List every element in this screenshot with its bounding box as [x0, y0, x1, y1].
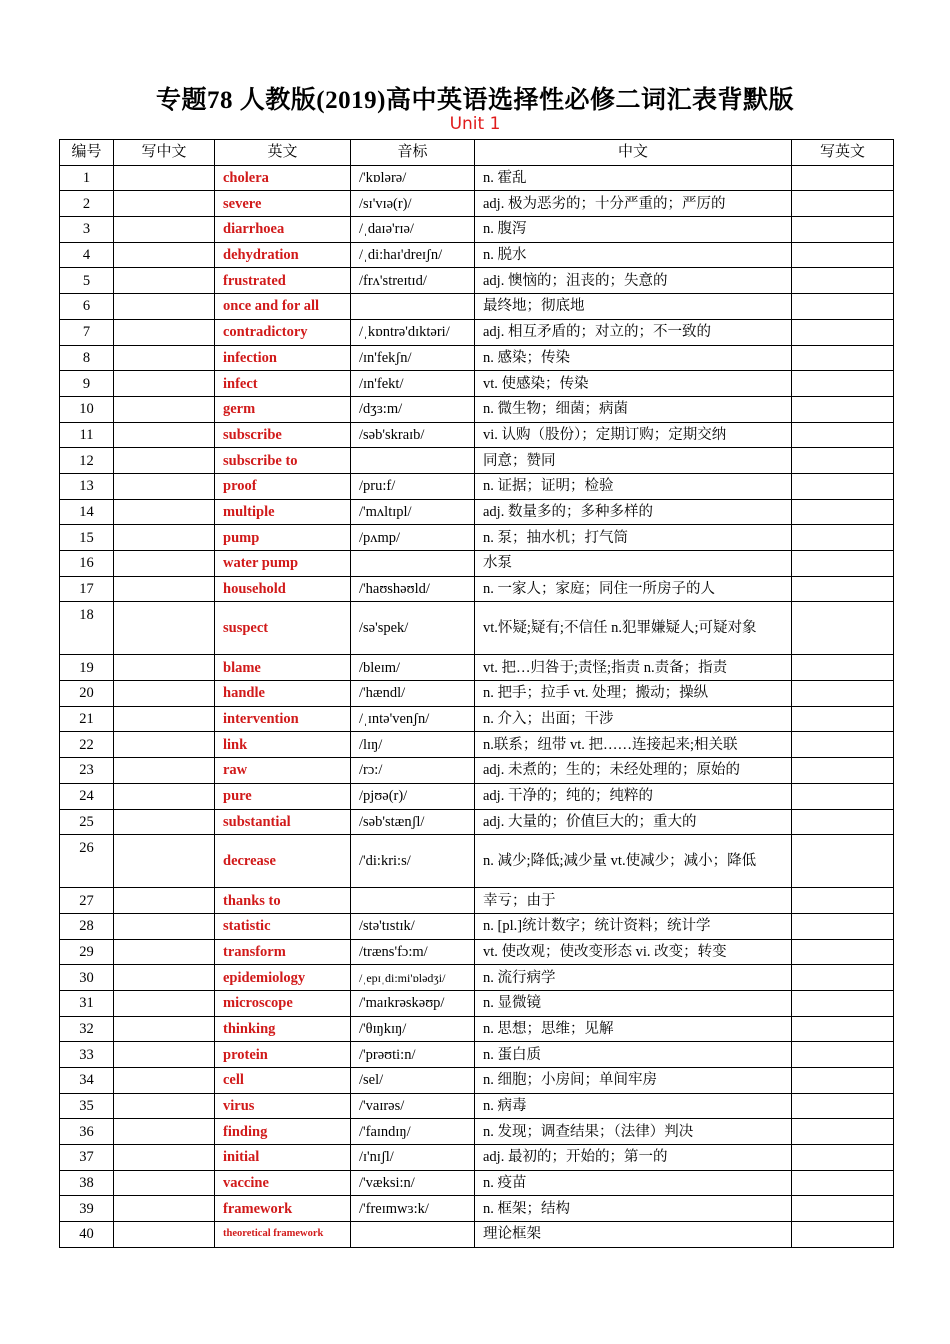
table-header-row [60, 140, 894, 166]
header-english: 英文 [215, 140, 351, 166]
write-chinese-blank [114, 1119, 215, 1145]
phonetic: /'mʌltɪpl/ [351, 499, 475, 525]
chinese-meaning: adj. 未煮的；生的；未经处理的；原始的 [475, 758, 792, 784]
table-row [60, 783, 894, 809]
phonetic: /'vaɪrəs/ [351, 1093, 475, 1119]
english-word: contradictory [215, 319, 351, 345]
english-word: initial [215, 1145, 351, 1171]
write-english-blank [792, 655, 894, 681]
write-chinese-blank [114, 732, 215, 758]
word-number: 16 [60, 551, 114, 577]
word-number: 28 [60, 913, 114, 939]
write-english-blank [792, 422, 894, 448]
chinese-meaning: adj. 极为恶劣的；十分严重的；严厉的 [475, 191, 792, 217]
write-english-blank [792, 1145, 894, 1171]
write-english-blank [792, 1016, 894, 1042]
chinese-meaning: 幸亏；由于 [475, 888, 792, 914]
phonetic: /'faɪndɪŋ/ [351, 1119, 475, 1145]
word-number: 36 [60, 1119, 114, 1145]
phonetic: /stə'tɪstɪk/ [351, 913, 475, 939]
chinese-meaning: n. 腹泻 [475, 217, 792, 243]
english-word: household [215, 576, 351, 602]
write-english-blank [792, 319, 894, 345]
chinese-meaning: n. 感染；传染 [475, 345, 792, 371]
write-english-blank [792, 888, 894, 914]
phonetic: /sə'spek/ [351, 602, 475, 655]
word-number: 12 [60, 448, 114, 474]
chinese-meaning: n. 发现；调查结果；（法律）判决 [475, 1119, 792, 1145]
english-word: decrease [215, 835, 351, 888]
write-english-blank [792, 525, 894, 551]
write-chinese-blank [114, 783, 215, 809]
word-number: 8 [60, 345, 114, 371]
word-number: 9 [60, 371, 114, 397]
english-word: water pump [215, 551, 351, 577]
word-number: 38 [60, 1170, 114, 1196]
chinese-meaning: adj. 大量的；价值巨大的；重大的 [475, 809, 792, 835]
english-word: virus [215, 1093, 351, 1119]
word-number: 18 [60, 602, 114, 655]
chinese-meaning: n. 病毒 [475, 1093, 792, 1119]
write-chinese-blank [114, 1016, 215, 1042]
word-number: 6 [60, 294, 114, 320]
phonetic [351, 888, 475, 914]
table-row [60, 499, 894, 525]
write-english-blank [792, 1222, 894, 1248]
chinese-meaning: n. 把手；拉手 vt. 处理；搬动；操纵 [475, 681, 792, 707]
phonetic: /bleɪm/ [351, 655, 475, 681]
table-row [60, 809, 894, 835]
phonetic [351, 294, 475, 320]
chinese-meaning: adj. 最初的；开始的；第一的 [475, 1145, 792, 1171]
table-row [60, 422, 894, 448]
chinese-meaning: n.联系；纽带 vt. 把……连接起来;相关联 [475, 732, 792, 758]
write-chinese-blank [114, 576, 215, 602]
table-row [60, 758, 894, 784]
english-word: cholera [215, 165, 351, 191]
chinese-meaning: vt. 把…归咎于;责怪;指责 n.责备；指责 [475, 655, 792, 681]
write-chinese-blank [114, 965, 215, 991]
word-number: 30 [60, 965, 114, 991]
word-number: 14 [60, 499, 114, 525]
write-chinese-blank [114, 473, 215, 499]
write-english-blank [792, 473, 894, 499]
english-word: proof [215, 473, 351, 499]
chinese-meaning: n. 霍乱 [475, 165, 792, 191]
chinese-meaning: n. 蛋白质 [475, 1042, 792, 1068]
write-english-blank [792, 681, 894, 707]
write-chinese-blank [114, 319, 215, 345]
word-number: 29 [60, 939, 114, 965]
english-word: frustrated [215, 268, 351, 294]
phonetic: /'haʊshəʊld/ [351, 576, 475, 602]
word-number: 21 [60, 706, 114, 732]
english-word: microscope [215, 990, 351, 1016]
write-english-blank [792, 217, 894, 243]
phonetic: /ˌepɪˌdi:mi'ɒlədʒi/ [351, 965, 475, 991]
word-number: 10 [60, 396, 114, 422]
english-word: protein [215, 1042, 351, 1068]
table-row [60, 345, 894, 371]
write-chinese-blank [114, 1042, 215, 1068]
chinese-meaning: adj. 相互矛盾的；对立的；不一致的 [475, 319, 792, 345]
phonetic: /'maɪkrəskəʊp/ [351, 990, 475, 1016]
table-row [60, 525, 894, 551]
english-word: subscribe to [215, 448, 351, 474]
chinese-meaning: n. 微生物；细菌；病菌 [475, 396, 792, 422]
phonetic: /səb'skraɪb/ [351, 422, 475, 448]
chinese-meaning: n. 一家人；家庭；同住一所房子的人 [475, 576, 792, 602]
write-english-blank [792, 551, 894, 577]
english-word: multiple [215, 499, 351, 525]
word-number: 1 [60, 165, 114, 191]
unit-title: Unit 1 [449, 114, 501, 134]
write-chinese-blank [114, 835, 215, 888]
table-body [60, 165, 894, 1247]
chinese-meaning: n. 思想；思维；见解 [475, 1016, 792, 1042]
chinese-meaning: n. 脱水 [475, 242, 792, 268]
write-chinese-blank [114, 1170, 215, 1196]
table-row [60, 1145, 894, 1171]
table-row [60, 551, 894, 577]
write-chinese-blank [114, 1093, 215, 1119]
chinese-meaning: adj. 数量多的；多种多样的 [475, 499, 792, 525]
word-number: 7 [60, 319, 114, 345]
table-row [60, 473, 894, 499]
word-number: 33 [60, 1042, 114, 1068]
write-english-blank [792, 345, 894, 371]
english-word: infect [215, 371, 351, 397]
english-word: subscribe [215, 422, 351, 448]
chinese-meaning: n. 流行病学 [475, 965, 792, 991]
write-chinese-blank [114, 551, 215, 577]
write-english-blank [792, 448, 894, 474]
write-english-blank [792, 1042, 894, 1068]
write-chinese-blank [114, 499, 215, 525]
english-word: pure [215, 783, 351, 809]
phonetic: /'prəʊti:n/ [351, 1042, 475, 1068]
table-row [60, 217, 894, 243]
phonetic: /səb'stænʃl/ [351, 809, 475, 835]
write-english-blank [792, 758, 894, 784]
write-english-blank [792, 1119, 894, 1145]
chinese-meaning: adj. 干净的；纯的；纯粹的 [475, 783, 792, 809]
english-word: suspect [215, 602, 351, 655]
write-english-blank [792, 732, 894, 758]
phonetic: /'di:kri:s/ [351, 835, 475, 888]
table-row [60, 732, 894, 758]
english-word: germ [215, 396, 351, 422]
write-chinese-blank [114, 1068, 215, 1094]
write-english-blank [792, 939, 894, 965]
phonetic: /pru:f/ [351, 473, 475, 499]
write-english-blank [792, 783, 894, 809]
word-number: 26 [60, 835, 114, 888]
phonetic: /sel/ [351, 1068, 475, 1094]
header-chinese: 中文 [475, 140, 792, 166]
word-number: 4 [60, 242, 114, 268]
word-number: 23 [60, 758, 114, 784]
chinese-meaning: vt.怀疑;疑有;不信任 n.犯罪嫌疑人;可疑对象 [475, 602, 792, 655]
write-english-blank [792, 1068, 894, 1094]
header-write-chinese: 写中文 [114, 140, 215, 166]
english-word: link [215, 732, 351, 758]
chinese-meaning: vt. 使改观；使改变形态 vi. 改变；转变 [475, 939, 792, 965]
write-chinese-blank [114, 422, 215, 448]
write-chinese-blank [114, 655, 215, 681]
chinese-meaning: n. 泵；抽水机；打气筒 [475, 525, 792, 551]
table-row [60, 835, 894, 888]
write-english-blank [792, 913, 894, 939]
table-row [60, 681, 894, 707]
write-english-blank [792, 809, 894, 835]
write-english-blank [792, 1170, 894, 1196]
table-row [60, 602, 894, 655]
phonetic: /'hændl/ [351, 681, 475, 707]
write-english-blank [792, 706, 894, 732]
english-word: handle [215, 681, 351, 707]
english-word: transform [215, 939, 351, 965]
english-word: raw [215, 758, 351, 784]
write-chinese-blank [114, 448, 215, 474]
write-english-blank [792, 835, 894, 888]
word-number: 39 [60, 1196, 114, 1222]
phonetic: /ˌkɒntrə'dɪktəri/ [351, 319, 475, 345]
word-number: 35 [60, 1093, 114, 1119]
write-chinese-blank [114, 242, 215, 268]
table-row [60, 1119, 894, 1145]
phonetic: /ˌdi:haɪ'dreɪʃn/ [351, 242, 475, 268]
table-row [60, 396, 894, 422]
phonetic: /rɔ:/ [351, 758, 475, 784]
word-number: 13 [60, 473, 114, 499]
write-chinese-blank [114, 371, 215, 397]
write-english-blank [792, 602, 894, 655]
phonetic: /træns'fɔ:m/ [351, 939, 475, 965]
write-chinese-blank [114, 681, 215, 707]
word-number: 15 [60, 525, 114, 551]
write-english-blank [792, 396, 894, 422]
write-chinese-blank [114, 396, 215, 422]
header-write-english: 写英文 [792, 140, 894, 166]
chinese-meaning: 同意；赞同 [475, 448, 792, 474]
write-chinese-blank [114, 345, 215, 371]
table-row [60, 913, 894, 939]
word-number: 17 [60, 576, 114, 602]
write-chinese-blank [114, 1196, 215, 1222]
english-word: pump [215, 525, 351, 551]
header-phonetic: 音标 [351, 140, 475, 166]
chinese-meaning: n. 细胞；小房间；单间牢房 [475, 1068, 792, 1094]
write-chinese-blank [114, 990, 215, 1016]
word-number: 11 [60, 422, 114, 448]
write-english-blank [792, 371, 894, 397]
english-word: theoretical framework [215, 1222, 351, 1248]
vocabulary-table [59, 139, 894, 1248]
english-word: epidemiology [215, 965, 351, 991]
table-row [60, 294, 894, 320]
table-row [60, 448, 894, 474]
english-word: infection [215, 345, 351, 371]
word-number: 20 [60, 681, 114, 707]
phonetic: /'freɪmwɜ:k/ [351, 1196, 475, 1222]
english-word: vaccine [215, 1170, 351, 1196]
word-number: 25 [60, 809, 114, 835]
word-number: 40 [60, 1222, 114, 1248]
write-english-blank [792, 1196, 894, 1222]
phonetic: /ɪ'nɪʃl/ [351, 1145, 475, 1171]
word-number: 27 [60, 888, 114, 914]
write-english-blank [792, 965, 894, 991]
chinese-meaning: n. 减少;降低;减少量 vt.使减少；减小；降低 [475, 835, 792, 888]
phonetic: /ɪn'fekʃn/ [351, 345, 475, 371]
word-number: 3 [60, 217, 114, 243]
table-row [60, 706, 894, 732]
write-english-blank [792, 576, 894, 602]
table-row [60, 319, 894, 345]
write-chinese-blank [114, 525, 215, 551]
english-word: framework [215, 1196, 351, 1222]
english-word: finding [215, 1119, 351, 1145]
write-chinese-blank [114, 1145, 215, 1171]
write-english-blank [792, 191, 894, 217]
english-word: diarrhoea [215, 217, 351, 243]
chinese-meaning: n. 介入；出面；干涉 [475, 706, 792, 732]
write-chinese-blank [114, 268, 215, 294]
english-word: severe [215, 191, 351, 217]
page-title: 专题78 人教版(2019)高中英语选择性必修二词汇表背默版 [156, 87, 794, 114]
write-english-blank [792, 268, 894, 294]
table-row [60, 888, 894, 914]
write-chinese-blank [114, 888, 215, 914]
write-english-blank [792, 294, 894, 320]
table-row [60, 965, 894, 991]
write-chinese-blank [114, 602, 215, 655]
table-row [60, 1068, 894, 1094]
table-row [60, 242, 894, 268]
phonetic [351, 551, 475, 577]
chinese-meaning: n. [pl.]统计数字；统计资料；统计学 [475, 913, 792, 939]
phonetic: /pʌmp/ [351, 525, 475, 551]
chinese-meaning: n. 框架；结构 [475, 1196, 792, 1222]
write-chinese-blank [114, 1222, 215, 1248]
table-row [60, 371, 894, 397]
phonetic: /pjʊə(r)/ [351, 783, 475, 809]
word-number: 31 [60, 990, 114, 1016]
english-word: statistic [215, 913, 351, 939]
phonetic: /dʒɜ:m/ [351, 396, 475, 422]
phonetic [351, 1222, 475, 1248]
phonetic: /'θɪŋkɪŋ/ [351, 1016, 475, 1042]
write-english-blank [792, 242, 894, 268]
phonetic: /'væksi:n/ [351, 1170, 475, 1196]
chinese-meaning: vi. 认购（股份）；定期订购；定期交纳 [475, 422, 792, 448]
write-chinese-blank [114, 217, 215, 243]
word-number: 5 [60, 268, 114, 294]
table-row [60, 1016, 894, 1042]
english-word: cell [215, 1068, 351, 1094]
word-number: 37 [60, 1145, 114, 1171]
english-word: substantial [215, 809, 351, 835]
english-word: thanks to [215, 888, 351, 914]
english-word: once and for all [215, 294, 351, 320]
phonetic [351, 448, 475, 474]
table-row [60, 990, 894, 1016]
table-row [60, 1093, 894, 1119]
write-english-blank [792, 1093, 894, 1119]
word-number: 22 [60, 732, 114, 758]
table-row [60, 1170, 894, 1196]
write-chinese-blank [114, 913, 215, 939]
chinese-meaning: adj. 懊恼的；沮丧的；失意的 [475, 268, 792, 294]
write-chinese-blank [114, 165, 215, 191]
table-row [60, 165, 894, 191]
write-chinese-blank [114, 758, 215, 784]
chinese-meaning: vt. 使感染；传染 [475, 371, 792, 397]
write-english-blank [792, 990, 894, 1016]
word-number: 34 [60, 1068, 114, 1094]
english-word: thinking [215, 1016, 351, 1042]
phonetic: /frʌ'streɪtɪd/ [351, 268, 475, 294]
write-chinese-blank [114, 809, 215, 835]
english-word: dehydration [215, 242, 351, 268]
table-row [60, 1222, 894, 1248]
table-row [60, 1042, 894, 1068]
header-number: 编号 [60, 140, 114, 166]
table-row [60, 1196, 894, 1222]
write-english-blank [792, 165, 894, 191]
chinese-meaning: 水泵 [475, 551, 792, 577]
table-row [60, 268, 894, 294]
write-chinese-blank [114, 191, 215, 217]
word-number: 2 [60, 191, 114, 217]
chinese-meaning: 理论框架 [475, 1222, 792, 1248]
table-row [60, 191, 894, 217]
chinese-meaning: n. 显微镜 [475, 990, 792, 1016]
chinese-meaning: n. 疫苗 [475, 1170, 792, 1196]
word-number: 32 [60, 1016, 114, 1042]
write-chinese-blank [114, 939, 215, 965]
phonetic: /ɪn'fekt/ [351, 371, 475, 397]
chinese-meaning: n. 证据；证明；检验 [475, 473, 792, 499]
write-english-blank [792, 499, 894, 525]
phonetic: /sɪ'vɪə(r)/ [351, 191, 475, 217]
table-row [60, 939, 894, 965]
phonetic: /ˌdaɪə'rɪə/ [351, 217, 475, 243]
phonetic: /'kɒlərə/ [351, 165, 475, 191]
write-chinese-blank [114, 706, 215, 732]
phonetic: /ˌɪntə'venʃn/ [351, 706, 475, 732]
table-row [60, 576, 894, 602]
table-row [60, 655, 894, 681]
word-number: 19 [60, 655, 114, 681]
word-number: 24 [60, 783, 114, 809]
chinese-meaning: 最终地；彻底地 [475, 294, 792, 320]
english-word: blame [215, 655, 351, 681]
write-chinese-blank [114, 294, 215, 320]
phonetic: /lɪŋ/ [351, 732, 475, 758]
english-word: intervention [215, 706, 351, 732]
